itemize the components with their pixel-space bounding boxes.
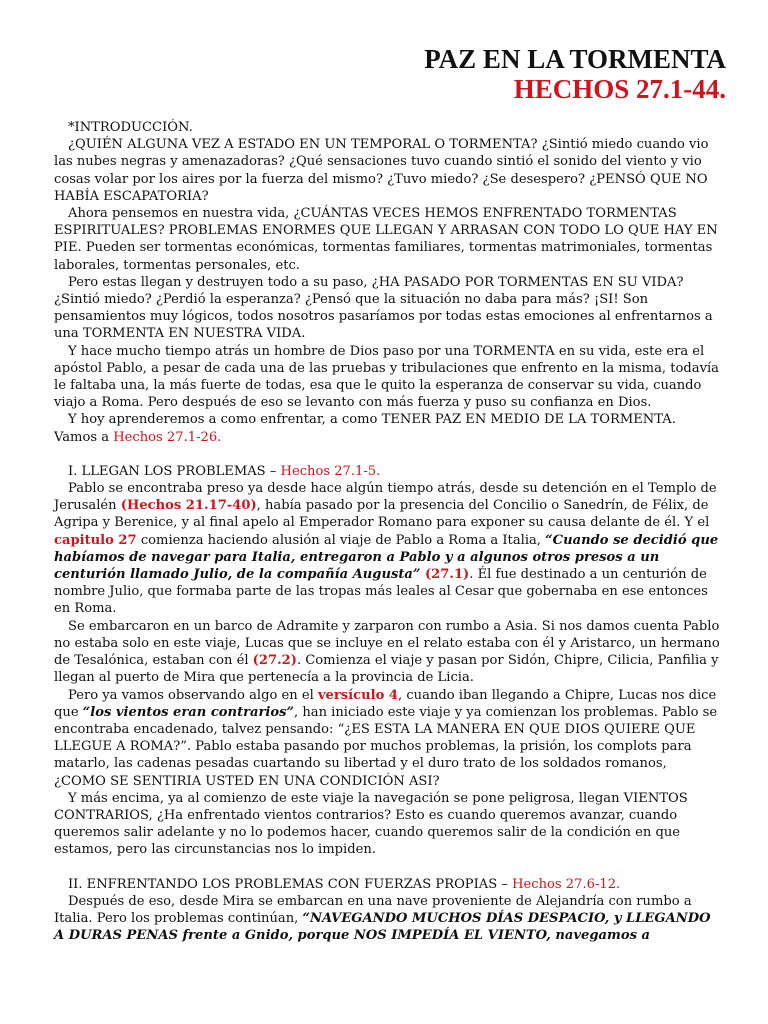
section2-heading-reference: Hechos 27.6-12. bbox=[512, 876, 621, 892]
section1-p1-text-a: Pablo se encontraba preso ya desde hace algún tiempo atrás, desde su detención en el Templo de Jerusalén bbox=[54, 481, 717, 514]
section1-paragraph-2 bbox=[54, 618, 722, 687]
section1-p3-text-a: Pero ya vamos observando algo en el bbox=[68, 687, 318, 703]
intro-p5-text: Y hoy aprenderemos a como enfrentar, a como TENER PAZ EN MEDIO DE LA TORMENTA. Vamos a bbox=[54, 412, 676, 445]
section1-p3-quote: “los vientos eran contrarios” bbox=[82, 704, 295, 720]
section2-paragraph-1 bbox=[54, 893, 722, 945]
section1-heading-reference: Hechos 27.1-5. bbox=[280, 463, 381, 479]
section1-paragraph-3 bbox=[54, 687, 722, 790]
intro-heading: *INTRODUCCIÓN. bbox=[68, 120, 193, 135]
section1-p1-reference-3: (27.1) bbox=[420, 567, 470, 583]
section1-heading-text: I. LLEGAN LOS PROBLEMAS – bbox=[68, 463, 281, 479]
intro-paragraph-2: Ahora pensemos en nuestra vida, ¿CUÁNTAS VECES HEMOS ENFRENTADO TORMENTAS ESPIRITUALES? PROBLEMAS ENORMES QUE LLEGAN Y ARRASAN CON TODO LO QUE HAY EN PIE. Pueden ser tormentas económicas, tormentas familiares, tormentas matrimoniales, tormentas laborales, tormentas personales, etc. bbox=[54, 206, 718, 273]
intro-paragraph-3: Pero estas llegan y destruyen todo a su paso, ¿HA PASADO POR TORMENTAS EN SU VIDA? ¿Sintió miedo? ¿Perdió la esperanza? ¿Pensó que la situación no daba para más? ¡SI! Son pensamientos muy lógicos, todos nosotros pasaríamos por todas estas emociones al enfrentarnos a una TORMENTA EN NUESTRA VIDA. bbox=[54, 274, 713, 342]
section1-p3-text-c: , han iniciado este viaje y ya comienzan los problemas. Pablo se encontraba encadenado, talvez pensando: “¿ES ESTA LA MANERA EN QUE DIOS QUIERE QUE LLEGUE A ROMA?”. Pablo estaba pasando por muchos problemas, la prisión, los complots para matarlo, las cadenas pesadas cuartando su libertad y el duro trato de los soldados romanos, ¿COMO SE SENTIRIA USTED EN UNA CONDICIÓN ASI? bbox=[54, 704, 718, 789]
section2-p1-text-a: Después de eso, desde Mira se embarcan en una nave proveniente de Alejandría con rumbo a Italia. Pero los problemas continúan, bbox=[54, 893, 692, 926]
title-main: PAZ EN LA TORMENTA bbox=[424, 44, 726, 74]
section1-p1-text-d: . Él fue destinado a un centurión de nombre Julio, que formaba parte de las tropas más leales al Cesar que gobernaba en ese entonces en Roma. bbox=[54, 567, 708, 617]
spacer bbox=[54, 446, 722, 463]
intro-paragraph-1: ¿QUIÉN ALGUNA VEZ A ESTADO EN UN TEMPORAL O TORMENTA? ¿Sintió miedo cuando vio las nubes negras y amenazadoras? ¿Qué sensaciones tuvo cuando sintió el sonido del viento y vio cosas volar por los aires por la fuerza del mismo? ¿Tuvo miedo? ¿Se desespero? ¿PENSÓ QUE NO HABÍA ESCAPATORIA? bbox=[54, 137, 709, 204]
section1-p1-reference-1: (Hechos 21.17-40) bbox=[120, 498, 257, 514]
spacer bbox=[54, 859, 722, 876]
document-title bbox=[424, 44, 726, 104]
section1-p1-text-b: , había pasado por la presencia del Concilio o Sanedrín, de Félix, de Agripa y Berenice, y al final apelo al Emperador Romano para exponer su causa delante de él. Y el bbox=[54, 498, 710, 531]
intro-paragraph-4: Y hace mucho tiempo atrás un hombre de Dios paso por una TORMENTA en su vida, este era el apóstol Pablo, a pesar de cada una de las pruebas y tribulaciones que enfrento en la misma, todavía le faltaba una, la más fuerte de todas, esa que le quito la esperanza de conservar su vida, cuando viajo a Roma. Pero después de eso se levanto con más fuerza y puso su confianza en Dios. bbox=[54, 343, 719, 411]
section2-heading-text: II. ENFRENTANDO LOS PROBLEMAS CON FUERZAS PROPIAS – bbox=[68, 876, 513, 892]
document-body bbox=[54, 119, 722, 944]
section2-p1-quote: “NAVEGANDO MUCHOS DÍAS DESPACIO, y LLEGANDO A DURAS PENAS frente a Gnido, porque NOS IMPEDÍA EL VIENTO, navegamos a bbox=[54, 910, 711, 944]
section1-p2-reference: (27.2) bbox=[252, 653, 297, 669]
section1-paragraph-1 bbox=[54, 480, 722, 618]
section1-p2-text-b: . Comienza el viaje y pasan por Sidón, Chipre, Cilicia, Panfilia y llegan al puerto de Mira que pertenecía a la provincia de Licia. bbox=[54, 653, 719, 686]
section1-p3-text-b: , cuando iban llegando a Chipre, Lucas nos dice que bbox=[54, 687, 717, 720]
section1-p1-text-c: comienza haciendo alusión al viaje de Pablo a Roma a Italia, bbox=[136, 532, 546, 548]
section1-p3-reference: versículo 4 bbox=[317, 687, 399, 703]
section1-p1-reference-2: capitulo 27 bbox=[54, 532, 137, 548]
title-reference: HECHOS 27.1-44. bbox=[513, 74, 726, 104]
section1-paragraph-4: Y más encima, ya al comienzo de este viaje la navegación se pone peligrosa, llegan VIENTOS CONTRARIOS, ¿Ha enfrentado vientos contrarios? Esto es cuando queremos avanzar, cuando queremos salir adelante y no lo podemos hacer, cuando queremos salir de la condición en que estamos, pero las circunstancias nos lo impiden. bbox=[54, 790, 688, 858]
section1-p2-text-a: Se embarcaron en un barco de Adramite y zarparon con rumbo a Asia. Si nos damos cuenta Pablo no estaba solo en este viaje, Lucas que se incluye en el relato estaba con él y Aristarco, un hermano de Tesalónica, estaban con él bbox=[54, 618, 720, 669]
intro-paragraph-5 bbox=[54, 411, 722, 445]
section1-heading bbox=[54, 463, 722, 480]
section1-p1-quote: “Cuando se decidió que habíamos de navegar para Italia, entregaron a Pablo y a algunos otros presos a un centurión llamado Julio, de la compañía Augusta” bbox=[54, 532, 719, 583]
intro-p5-reference: Hechos 27.1-26. bbox=[113, 429, 222, 445]
section2-heading bbox=[54, 876, 722, 893]
